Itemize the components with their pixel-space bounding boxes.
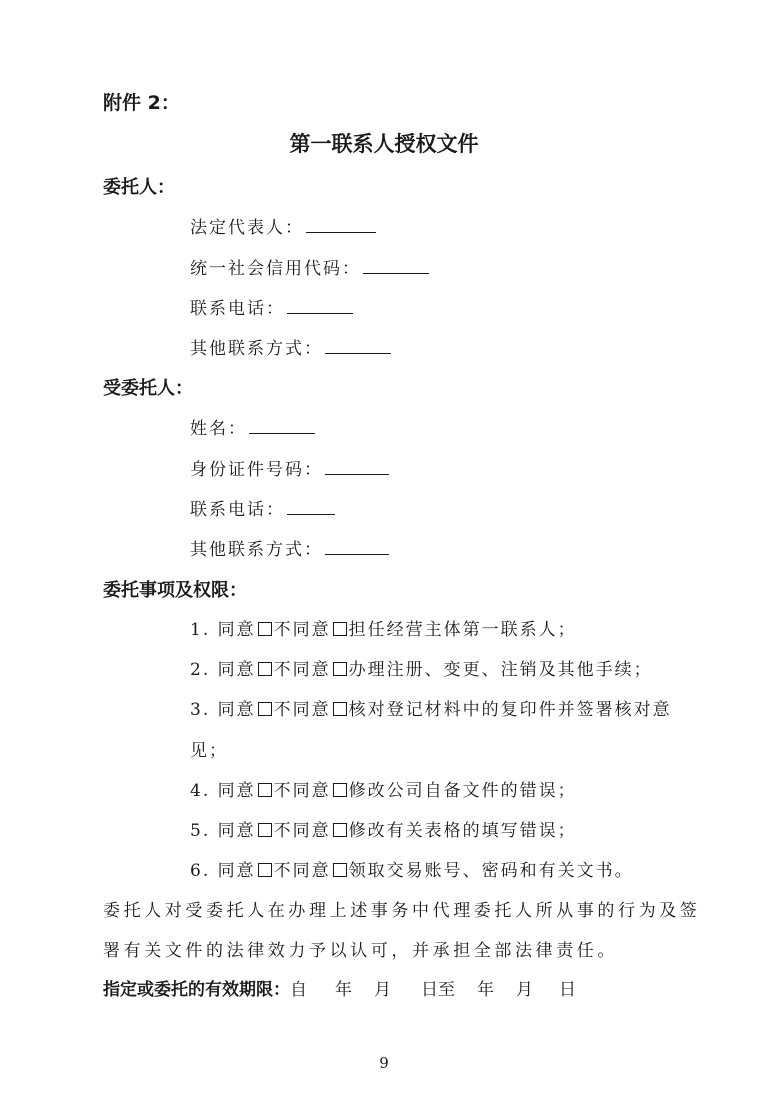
matter-item [190, 655, 653, 680]
validity-label: 指定或委托的有效期限： [103, 980, 290, 1000]
matters-heading: 委托事项及权限： [103, 580, 247, 601]
validity-year-2: 年 [477, 980, 494, 1000]
principal-other-contact-field [190, 334, 391, 359]
disagree-checkbox[interactable] [333, 622, 347, 636]
agree-checkbox[interactable] [258, 702, 272, 716]
disagree-checkbox[interactable] [333, 823, 347, 837]
disagree-label: 不同意 [273, 821, 331, 841]
field-label: 其他联系方式： [190, 540, 323, 560]
field-label: 联系电话： [190, 299, 285, 319]
agree-label: 同意 [217, 620, 256, 640]
disagree-checkbox[interactable] [333, 702, 347, 716]
item-text: 办理注册、变更、注销及其他手续； [348, 660, 653, 680]
matter-item [190, 615, 577, 640]
agent-id-number-field [190, 455, 389, 480]
statement-line-1: 委托人对受委托人在办理上述事务中代理委托人所从事的行为及签 [103, 901, 701, 921]
blank-line[interactable] [249, 418, 315, 434]
statement-line-2: 署有关文件的法律效力予以认可，并承担全部法律责任。 [103, 941, 618, 961]
item-text: 核对登记材料中的复印件并签署核对意 [348, 700, 672, 720]
agree-label: 同意 [217, 821, 256, 841]
disagree-label: 不同意 [273, 781, 331, 801]
validity-month-2: 月 [516, 980, 533, 1000]
field-label: 身份证件号码： [190, 460, 323, 480]
matter-item [190, 776, 577, 801]
disagree-label: 不同意 [273, 620, 331, 640]
field-label: 法定代表人： [190, 218, 304, 238]
matter-item [190, 695, 672, 720]
validity-line [103, 975, 576, 1000]
page-title: 第一联系人授权文件 [289, 132, 479, 156]
item-number: 3. [190, 700, 211, 720]
agree-checkbox[interactable] [258, 662, 272, 676]
agree-checkbox[interactable] [258, 622, 272, 636]
item-number: 1. [190, 620, 211, 640]
item-number: 6. [190, 861, 211, 881]
validity-day-to: 日至 [421, 980, 455, 1000]
item-number: 4. [190, 781, 211, 801]
item-number: 5. [190, 821, 211, 841]
agree-label: 同意 [217, 861, 256, 881]
agree-label: 同意 [217, 660, 256, 680]
blank-line[interactable] [325, 459, 389, 475]
disagree-checkbox[interactable] [333, 783, 347, 797]
blank-line[interactable] [287, 298, 353, 314]
agent-other-contact-field [190, 535, 389, 560]
agent-name-field [190, 414, 315, 439]
item-text: 领取交易账号、密码和有关文书。 [348, 861, 634, 881]
page-number: 9 [379, 1054, 389, 1072]
field-label: 其他联系方式： [190, 339, 323, 359]
item-text: 担任经营主体第一联系人； [348, 620, 577, 640]
blank-line[interactable] [325, 539, 389, 555]
disagree-checkbox[interactable] [333, 662, 347, 676]
disagree-label: 不同意 [273, 861, 331, 881]
validity-from: 自 [290, 980, 307, 1000]
attachment-label: 附件 2： [103, 92, 180, 114]
blank-line[interactable] [306, 217, 376, 233]
blank-line[interactable] [363, 258, 429, 274]
agree-checkbox[interactable] [258, 863, 272, 877]
field-label: 姓名： [190, 419, 247, 439]
item-text: 修改公司自备文件的错误； [348, 781, 577, 801]
agree-checkbox[interactable] [258, 823, 272, 837]
item-number: 2. [190, 660, 211, 680]
principal-phone-field [190, 294, 353, 319]
field-label: 联系电话： [190, 500, 285, 520]
item-text: 修改有关表格的填写错误； [348, 821, 577, 841]
validity-year-1: 年 [335, 980, 352, 1000]
blank-line[interactable] [325, 338, 391, 354]
disagree-label: 不同意 [273, 700, 331, 720]
principal-heading: 委托人： [103, 177, 175, 198]
disagree-checkbox[interactable] [333, 863, 347, 877]
agree-label: 同意 [217, 781, 256, 801]
blank-line[interactable] [287, 499, 335, 515]
matter-item [190, 816, 577, 841]
validity-month-1: 月 [374, 980, 391, 1000]
principal-legal-rep-field [190, 213, 376, 238]
agent-heading: 受委托人： [103, 378, 193, 399]
matter-item [190, 856, 634, 881]
field-label: 统一社会信用代码： [190, 259, 361, 279]
matter-item-continuation: 见； [190, 741, 228, 761]
agree-checkbox[interactable] [258, 783, 272, 797]
validity-day-2: 日 [559, 980, 576, 1000]
disagree-label: 不同意 [273, 660, 331, 680]
agent-phone-field [190, 495, 335, 520]
agree-label: 同意 [217, 700, 256, 720]
principal-credit-code-field [190, 254, 429, 279]
